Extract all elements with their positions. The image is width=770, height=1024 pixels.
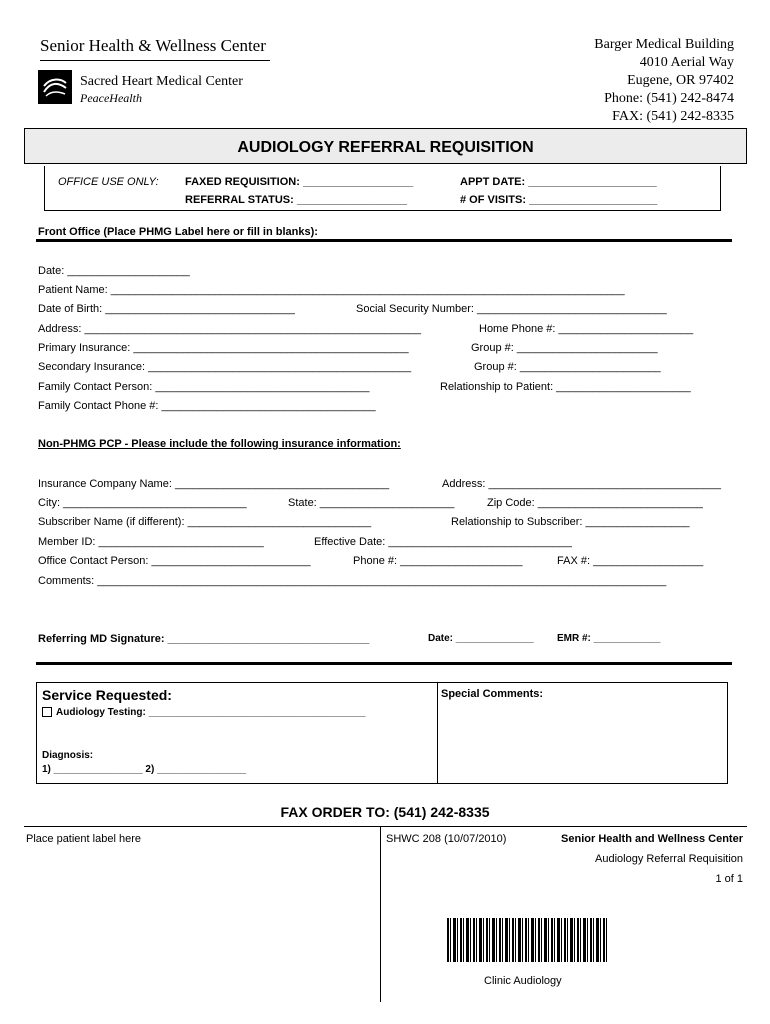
relationship-field[interactable]: Relationship to Patient: ______________________ — [440, 381, 691, 393]
form-title: AUDIOLOGY REFERRAL REQUISITION — [237, 139, 534, 156]
patient-name-field[interactable]: Patient Name: ____________________________________________________________________________________ — [38, 284, 625, 296]
footer-divider — [380, 826, 381, 1002]
referral-status-field[interactable]: REFERRAL STATUS: __________________ — [185, 194, 407, 206]
address-line: Phone: (541) 242-8474 — [604, 91, 734, 106]
footer-rule — [24, 826, 747, 827]
title-box — [24, 128, 747, 164]
diagnosis-lines[interactable]: 1) ________________ 2) ________________ — [42, 764, 247, 775]
subscriber-field[interactable]: Subscriber Name (if different): ______________________________ — [38, 516, 372, 528]
service-divider — [437, 682, 438, 784]
fax-field[interactable]: FAX #: __________________ — [557, 555, 704, 567]
clinic-address — [594, 36, 734, 126]
fax-order: FAX ORDER TO: (541) 242-8335 — [280, 804, 490, 820]
org-name: Sacred Heart Medical Center — [80, 74, 243, 89]
office-use-label: OFFICE USE ONLY: — [58, 176, 159, 188]
barcode-caption: Clinic Audiology — [484, 975, 562, 987]
group-1-field[interactable]: Group #: _______________________ — [471, 342, 658, 354]
section-rule — [36, 662, 732, 665]
address-field[interactable]: Address: _______________________________________________________ — [38, 323, 421, 335]
audiology-testing-checkbox[interactable] — [42, 707, 52, 717]
front-office-heading: Front Office (Place PHMG Label here or fill in blanks): — [38, 226, 318, 238]
date-field[interactable]: Date: ____________________ — [38, 265, 190, 277]
non-phmg-heading: Non-PHMG PCP - Please include the following insurance information: — [38, 438, 401, 450]
audiology-testing-row[interactable] — [42, 707, 365, 718]
address-line: 4010 Aerial Way — [639, 55, 734, 70]
special-comments-label: Special Comments: — [441, 688, 544, 700]
appt-date-field[interactable]: APPT DATE: _____________________ — [460, 176, 657, 188]
comments-field[interactable]: Comments: _____________________________________________________________________________________________ — [38, 575, 667, 587]
state-field[interactable]: State: ______________________ — [288, 497, 455, 509]
faxed-requisition-field[interactable]: FAXED REQUISITION: __________________ — [185, 176, 414, 188]
page-number: 1 of 1 — [715, 873, 743, 885]
section-rule — [36, 239, 732, 242]
address-line: FAX: (541) 242-8335 — [612, 109, 734, 124]
address-line: Eugene, OR 97402 — [627, 73, 734, 88]
home-phone-field[interactable]: Home Phone #: ______________________ — [479, 323, 694, 335]
secondary-insurance-field[interactable]: Secondary Insurance: ___________________________________________ — [38, 361, 412, 373]
md-signature-field[interactable]: Referring MD Signature: _________________________________ — [38, 633, 370, 645]
footer-center-name: Senior Health and Wellness Center — [561, 833, 743, 845]
diagnosis-label: Diagnosis: — [42, 750, 94, 761]
family-phone-field[interactable]: Family Contact Phone #: ___________________________________ — [38, 400, 376, 412]
office-contact-field[interactable]: Office Contact Person: __________________________ — [38, 555, 311, 567]
form-number: SHWC 208 (10/07/2010) — [386, 833, 507, 845]
patient-label-area: Place patient label here — [26, 833, 141, 845]
insurance-address-field[interactable]: Address: ______________________________________ — [442, 478, 721, 490]
barcode-icon — [447, 918, 609, 962]
address-line: Barger Medical Building — [594, 37, 734, 52]
relationship-subscriber-field[interactable]: Relationship to Subscriber: _________________ — [451, 516, 690, 528]
emr-field[interactable]: EMR #: ____________ — [557, 633, 661, 644]
org-sub: PeaceHealth — [80, 91, 142, 105]
signature-date-field[interactable]: Date: ______________ — [428, 633, 534, 644]
phone-field[interactable]: Phone #: ____________________ — [353, 555, 523, 567]
service-heading: Service Requested: — [42, 687, 172, 703]
footer-form-title: Audiology Referral Requisition — [595, 853, 743, 865]
effective-date-field[interactable]: Effective Date: ______________________________ — [314, 536, 572, 548]
ssn-field[interactable]: Social Security Number: _______________________________ — [356, 303, 667, 315]
member-id-field[interactable]: Member ID: ___________________________ — [38, 536, 264, 548]
city-field[interactable]: City: ______________________________ — [38, 497, 247, 509]
header-divider — [40, 60, 270, 61]
sacred-heart-logo-icon — [38, 70, 72, 104]
visits-field[interactable]: # OF VISITS: _____________________ — [460, 194, 658, 206]
insurance-company-field[interactable]: Insurance Company Name: ___________________________________ — [38, 478, 390, 490]
dob-field[interactable]: Date of Birth: _______________________________ — [38, 303, 295, 315]
group-2-field[interactable]: Group #: _______________________ — [474, 361, 661, 373]
audiology-testing-label: Audiology Testing: _______________________________________ — [56, 707, 366, 718]
zip-field[interactable]: Zip Code: ___________________________ — [487, 497, 703, 509]
clinic-name: Senior Health & Wellness Center — [40, 36, 266, 55]
family-contact-field[interactable]: Family Contact Person: ___________________________________ — [38, 381, 370, 393]
primary-insurance-field[interactable]: Primary Insurance: _____________________________________________ — [38, 342, 409, 354]
